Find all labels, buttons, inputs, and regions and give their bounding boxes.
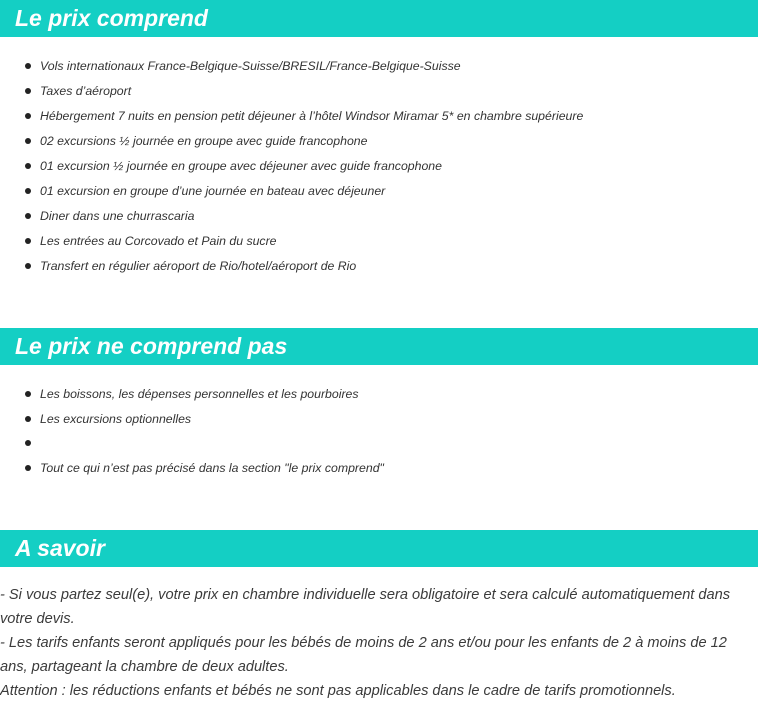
list-item-text: Diner dans une churrascaria (40, 209, 195, 223)
section-title-not-included: Le prix ne comprend pas (15, 333, 288, 359)
section-header-included (0, 0, 758, 37)
list-item-text: 01 excursion ½ journée en groupe avec déjeuner avec guide francophone (40, 159, 442, 173)
bullet-icon (25, 391, 31, 397)
list-item-text: Vols internationaux France-Belgique-Suisse/BRESIL/France-Belgique-Suisse (40, 59, 461, 73)
bullet-icon (25, 213, 31, 219)
list-item-text: 02 excursions ½ journée en groupe avec guide francophone (40, 134, 368, 148)
list-item-text: Tout ce qui n’est pas précisé dans la section "le prix comprend" (40, 461, 384, 475)
bullet-icon (25, 163, 31, 169)
bullet-icon (25, 63, 31, 69)
section-header-not-included (0, 328, 758, 365)
bullet-icon (25, 465, 31, 471)
list-item-text: 01 excursion en groupe d’une journée en bateau avec déjeuner (40, 184, 386, 198)
bullet-icon (25, 263, 31, 269)
bullet-icon (25, 416, 31, 422)
bullet-icon (25, 440, 31, 446)
a-savoir-text (0, 583, 756, 703)
bullet-icon (25, 188, 31, 194)
bullet-icon (25, 238, 31, 244)
list-item-text: Les entrées au Corcovado et Pain du sucre (40, 234, 277, 248)
bullet-icon (25, 138, 31, 144)
list-item-text: Les excursions optionnelles (40, 412, 192, 426)
list-item-text: Transfert en régulier aéroport de Rio/hotel/aéroport de Rio (40, 259, 357, 273)
bullet-icon (25, 113, 31, 119)
list-item-text: Hébergement 7 nuits en pension petit déjeuner à l’hôtel Windsor Miramar 5* en chambre supérieure (40, 109, 584, 123)
list-item-text: Taxes d’aéroport (40, 84, 132, 98)
a-savoir-paragraph-attention: Attention : les réductions enfants et bébés ne sont pas applicables dans le cadre de tarifs promotionnels. (0, 683, 676, 699)
section-title-included: Le prix comprend (15, 5, 208, 31)
a-savoir-paragraph-children: - Les tarifs enfants seront appliqués pour les bébés de moins de 2 ans et/ou pour les enfants de 2 à moins de 12 ans, partageant la chambre de deux adultes. (0, 635, 727, 675)
a-savoir-paragraph-single-room: - Si vous partez seul(e), votre prix en chambre individuelle sera obligatoire et sera calculé automatiquement dans votre devis. (0, 587, 731, 627)
section-header-a-savoir (0, 530, 758, 567)
section-title-a-savoir: A savoir (15, 535, 105, 561)
bullet-icon (25, 88, 31, 94)
list-item-text: Les boissons, les dépenses personnelles et les pourboires (40, 387, 359, 401)
